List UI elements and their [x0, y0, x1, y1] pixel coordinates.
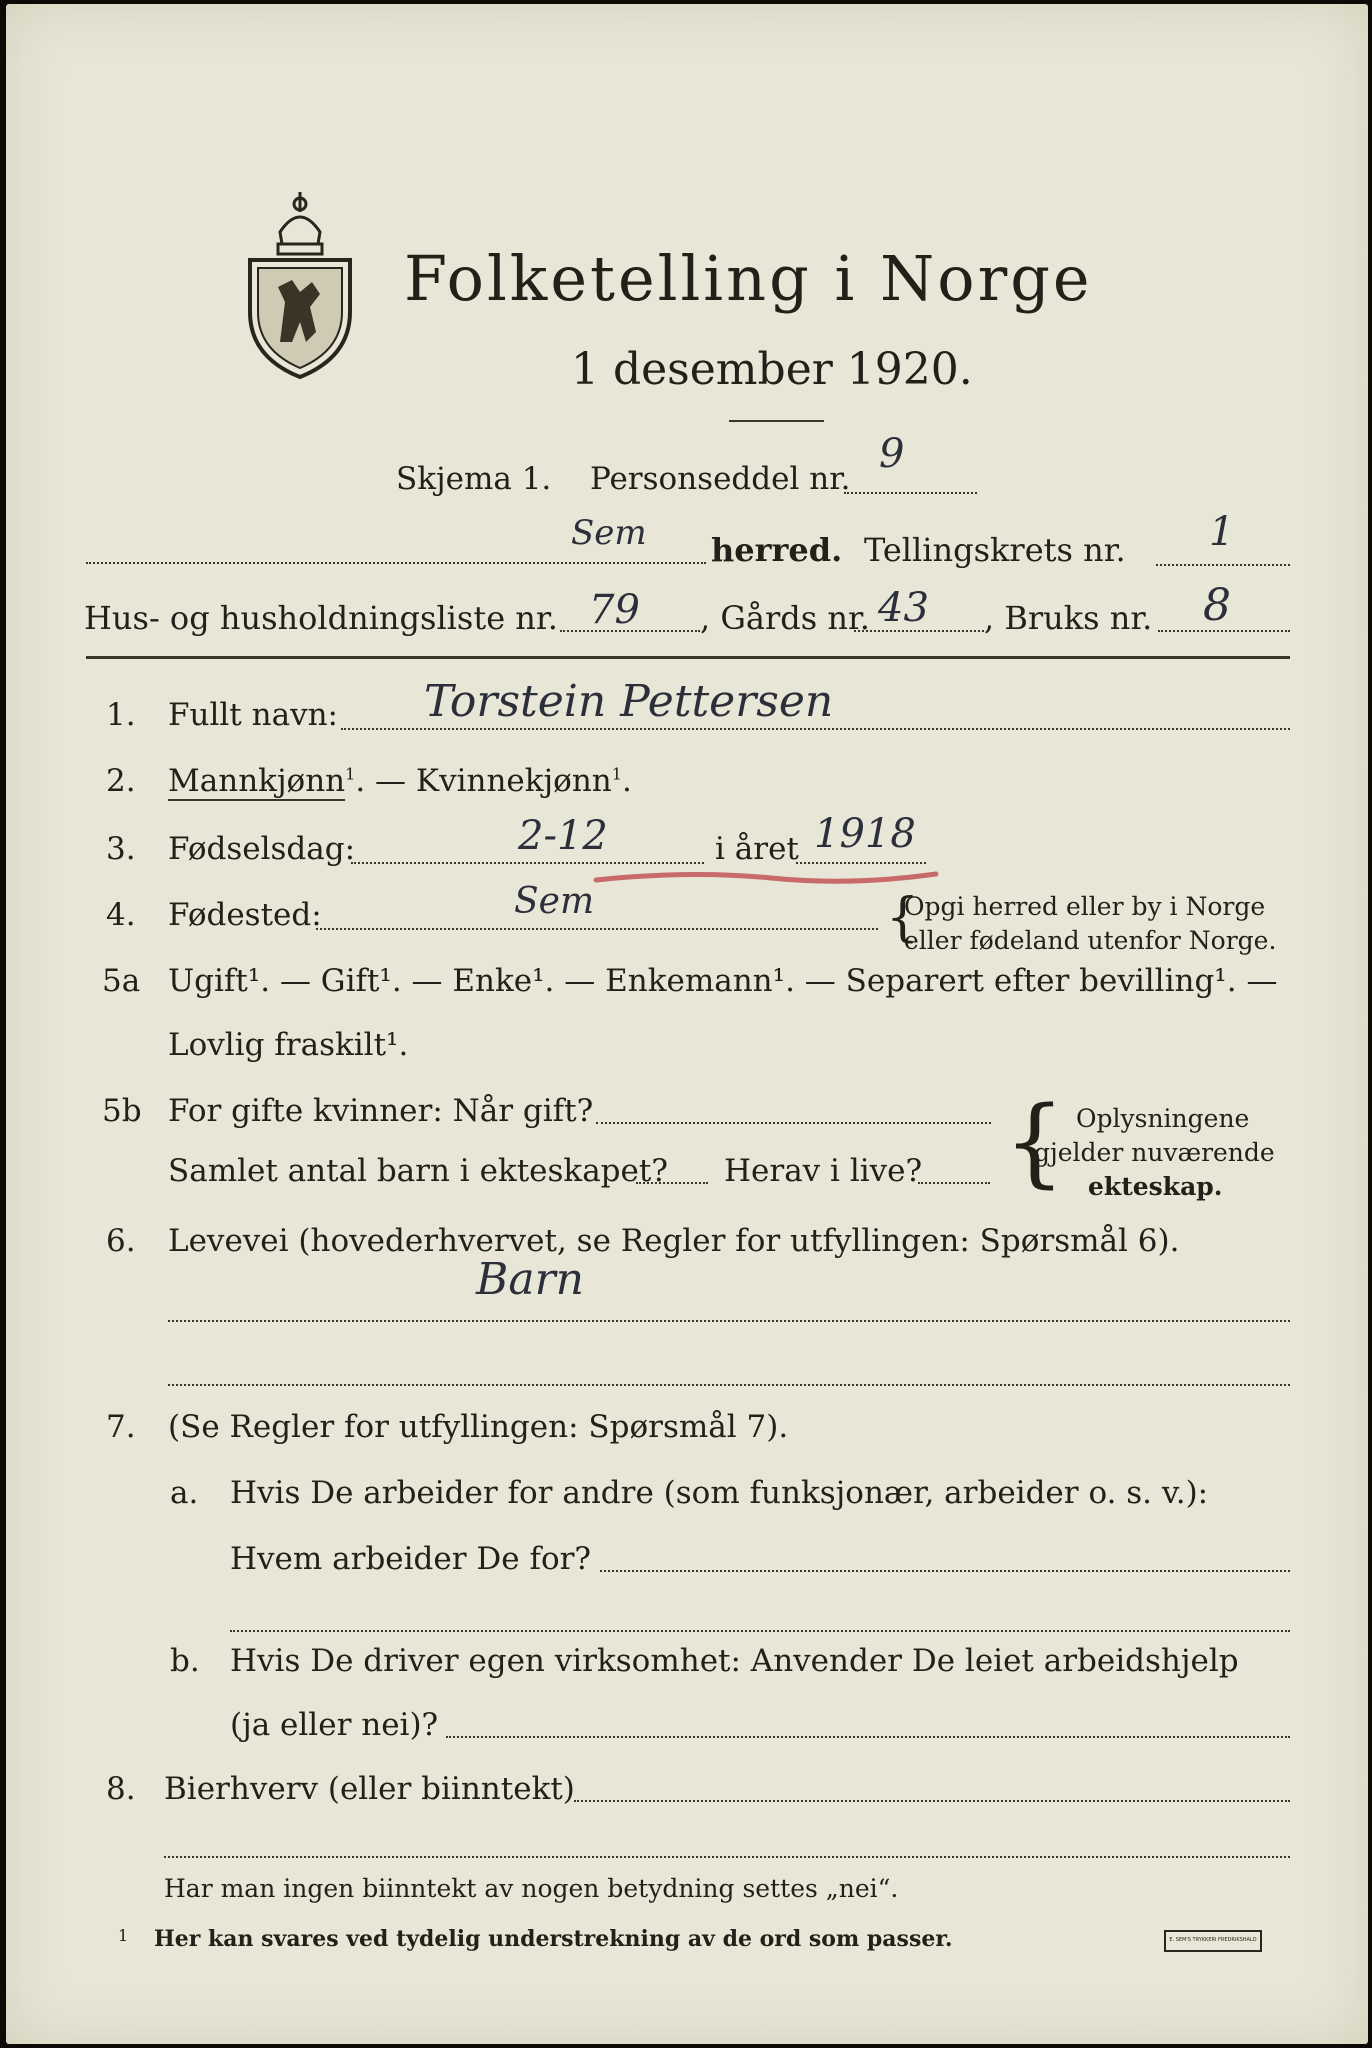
norway-coat-of-arms-icon	[240, 182, 360, 382]
tellingskrets-label: Tellingskrets nr.	[864, 531, 1126, 569]
footnote-text: Her kan svares ved tydelig understrekning av de ord som passer.	[154, 1926, 953, 1952]
q4-note-2: eller fødeland utenfor Norge.	[904, 926, 1277, 955]
divider	[729, 420, 824, 422]
q8-number: 8.	[106, 1771, 136, 1807]
form-title: Folketelling i Norge	[404, 242, 1093, 315]
q8-label: Bierhverv (eller biinntekt)	[164, 1771, 575, 1807]
q7-number: 7.	[106, 1409, 136, 1445]
bruks-label: , Bruks nr.	[984, 599, 1153, 637]
q3-value: 2-12	[518, 813, 608, 859]
q5b-note-3: ekteskap.	[1088, 1172, 1223, 1201]
q5a-line-2: Lovlig fraskilt¹.	[168, 1027, 409, 1063]
q7-label: (Se Regler for utfyllingen: Spørsmål 7).	[168, 1409, 789, 1445]
q2-rest: . — Kvinnekjønn	[355, 763, 612, 799]
form-date: 1 desember 1920.	[571, 344, 973, 395]
q5a-number: 5a	[102, 963, 141, 999]
q7b-line-2: (ja eller nei)?	[230, 1707, 439, 1743]
tellingskrets-value: 1	[1209, 509, 1235, 555]
q4-number: 4.	[106, 897, 136, 933]
q2-number: 2.	[106, 763, 136, 799]
footer-note: Har man ingen biinntekt av nogen betydning settes „nei“.	[164, 1874, 899, 1903]
q3-year-value: 1918	[814, 811, 916, 857]
q3-label: Fødselsdag:	[168, 831, 356, 867]
gards-value: 43	[878, 585, 929, 631]
q1-number: 1.	[106, 697, 136, 733]
personseddel-label: Personseddel nr.	[590, 461, 851, 497]
section-divider	[86, 656, 1290, 659]
skjema-label: Skjema 1.	[396, 461, 552, 497]
q4-note-1: Opgi herred eller by i Norge	[904, 892, 1266, 921]
gards-label: , Gårds nr.	[700, 599, 870, 637]
q4-label: Fødested:	[168, 897, 322, 933]
q1-value: Torstein Pettersen	[424, 676, 834, 727]
printer-stamp: E. SEM'S TRYKKERI FREDRIKSHALD	[1164, 1930, 1262, 1952]
herred-value: Sem	[571, 513, 647, 553]
bruks-value: 8	[1203, 580, 1231, 631]
footnote-mark: 1	[118, 1926, 129, 1945]
q1-label: Fullt navn:	[168, 697, 338, 733]
q6-number: 6.	[106, 1223, 136, 1259]
census-form	[6, 4, 1368, 2044]
q5b-label-3: Herav i live?	[724, 1153, 923, 1189]
q5b-note-2: gjelder nuværende	[1034, 1138, 1275, 1167]
herred-label: herred.	[711, 531, 843, 569]
q2-options: Mannkjønn$^1$. — Kvinnekjønn$^1$.	[168, 763, 632, 799]
q7a-line-1: Hvis De arbeider for andre (som funksjonær, arbeider o. s. v.):	[230, 1475, 1209, 1511]
q5b-brace: {	[1004, 1086, 1066, 1198]
q7b-line-1: Hvis De driver egen virksomhet: Anvender De leiet arbeidshjelp	[230, 1643, 1239, 1679]
hus-value: 79	[589, 587, 640, 633]
q7a-letter: a.	[170, 1475, 199, 1511]
q7b-letter: b.	[170, 1643, 200, 1679]
q3-number: 3.	[106, 831, 136, 867]
q5b-label-2: Samlet antal barn i ekteskapet?	[168, 1153, 668, 1189]
personseddel-value: 9	[879, 431, 905, 477]
hus-label: Hus- og husholdningsliste nr.	[84, 599, 558, 637]
red-underline-mark	[591, 866, 941, 890]
q2-male: Mannkjønn	[168, 763, 346, 799]
q5a-line-1: Ugift¹. — Gift¹. — Enke¹. — Enkemann¹. — Separert efter bevilling¹. —	[168, 963, 1278, 999]
q7a-line-2: Hvem arbeider De for?	[230, 1541, 592, 1577]
q4-value: Sem	[514, 881, 595, 922]
q5b-number: 5b	[102, 1093, 142, 1129]
q3-year-label: i året	[715, 831, 799, 867]
q6-label: Levevei (hovederhvervet, se Regler for utfyllingen: Spørsmål 6).	[168, 1223, 1180, 1259]
q4-brace: {	[886, 888, 920, 948]
q5b-note-1: Oplysningene	[1076, 1104, 1250, 1133]
q6-value: Barn	[476, 1254, 584, 1305]
q5b-label-1: For gifte kvinner: Når gift?	[168, 1093, 594, 1129]
